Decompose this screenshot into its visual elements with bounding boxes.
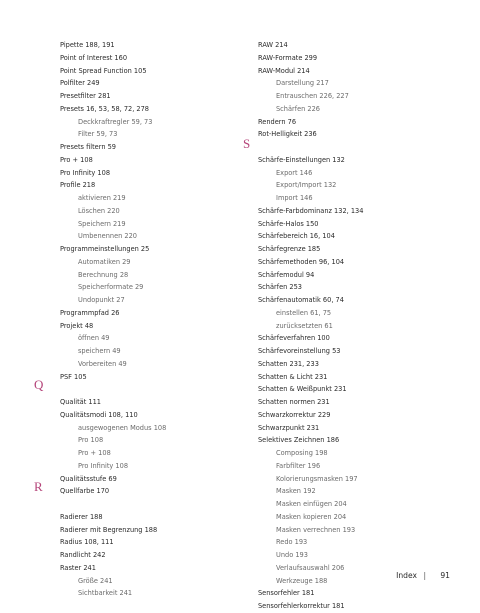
- index-entry: Point Spread Function 105: [60, 66, 147, 75]
- index-subentry: Automatiken 29: [78, 257, 131, 266]
- index-entry: Presets filtern 59: [60, 143, 116, 151]
- page-number: 91: [440, 571, 450, 580]
- index-entry: Schärfe-Farbdominanz 132, 134: [258, 206, 364, 215]
- index-entry: Schärfenautomatik 60, 74: [258, 296, 344, 304]
- index-subentry: Deckkraftregler 59, 73: [78, 117, 153, 126]
- index-entry: RAW 214: [258, 41, 288, 49]
- index-entry: Schärfemodul 94: [258, 270, 315, 279]
- index-entry: Projekt 48: [60, 321, 94, 330]
- index-entry: RAW-Formate 299: [258, 53, 318, 62]
- index-subentry: Masken 192: [276, 487, 316, 496]
- index-entry: Schatten 231, 233: [258, 359, 319, 368]
- index-entry: Selektives Zeichnen 186: [258, 436, 340, 445]
- index-subentry: einstellen 61, 75: [276, 308, 332, 317]
- index-entry: Schärfemethoden 96, 104: [258, 257, 345, 266]
- index-subentry: öffnen 49: [78, 334, 110, 343]
- index-subentry: Export 146: [276, 168, 313, 177]
- index-entry: Quellfarbe 170: [60, 487, 110, 496]
- index-column-right: [258, 39, 448, 613]
- index-entry: Rendern 76: [258, 117, 297, 126]
- index-subentry: Import 146: [276, 194, 313, 202]
- index-subentry: Pro 108: [78, 436, 104, 445]
- index-subentry: Kolorierungsmasken 197: [276, 474, 358, 483]
- index-subentry: Export/Import 132: [276, 181, 337, 190]
- index-entry: Pro Infinity 108: [60, 168, 111, 177]
- index-entry: PSF 105: [60, 372, 87, 381]
- index-entry: Schatten & Licht 231: [258, 372, 328, 381]
- index-column-left: [60, 39, 250, 600]
- index-subentry: speichern 49: [78, 347, 121, 355]
- index-entry: Schärfebereich 16, 104: [258, 232, 335, 241]
- index-subentry: Masken kopieren 204: [276, 512, 347, 521]
- index-entry: Qualitätsmodi 108, 110: [60, 410, 138, 419]
- index-entry: Sensorfehlerkorrektur 181: [258, 602, 345, 610]
- index-subentry: Pro Infinity 108: [78, 461, 129, 470]
- index-entry: Schärfeverfahren 100: [258, 334, 330, 343]
- footer-separator: |: [423, 571, 426, 580]
- index-entry: Radierer mit Begrenzung 188: [60, 525, 158, 534]
- index-subentry: Vorbereiten 49: [78, 359, 127, 368]
- index-spacer: [60, 383, 250, 396]
- section-letter-r: R: [34, 479, 43, 494]
- index-subentry: Pro + 108: [78, 449, 111, 457]
- index-entry: Qualitätsstufe 69: [60, 474, 117, 483]
- index-entry: Qualität 111: [60, 398, 101, 406]
- index-entry: Pipette 188, 191: [60, 41, 115, 49]
- index-subentry: Undopunkt 27: [78, 296, 125, 304]
- index-subentry: Entrauschen 226, 227: [276, 92, 349, 100]
- index-entry: Programmeinstellungen 25: [60, 245, 150, 253]
- index-entry: Schärfen 253: [258, 283, 302, 292]
- footer-label: Index: [396, 571, 417, 580]
- index-subentry: Speichern 219: [78, 219, 126, 228]
- index-subentry: Verlaufsauswahl 206: [276, 563, 345, 572]
- index-entry: Schärfegrenze 185: [258, 245, 321, 253]
- index-spacer: [60, 498, 250, 511]
- index-subentry: Filter 59, 73: [78, 130, 118, 139]
- index-entry: Presets 16, 53, 58, 72, 278: [60, 104, 150, 113]
- index-subentry: Composing 198: [276, 449, 328, 457]
- index-entry: Point of Interest 160: [60, 53, 128, 62]
- index-entry: Presetfilter 281: [60, 92, 111, 100]
- index-subentry: Speicherformate 29: [78, 283, 144, 292]
- index-subentry: zurücksetzten 61: [276, 321, 333, 330]
- index-entry: Polfilter 249: [60, 79, 100, 88]
- index-subentry: Werkzeuge 188: [276, 576, 328, 585]
- index-subentry: ausgewogenen Modus 108: [78, 423, 167, 432]
- index-entry: Profile 218: [60, 181, 96, 190]
- index-subentry: Umbenennen 220: [78, 232, 138, 241]
- index-entry: Raster 241: [60, 563, 96, 572]
- index-entry: Rot-Helligkeit 236: [258, 130, 317, 139]
- index-subentry: Undo 193: [276, 551, 308, 559]
- index-subentry: Löschen 220: [78, 206, 120, 215]
- index-subentry: Masken einfügen 204: [276, 500, 347, 508]
- index-subentry: Redo 193: [276, 538, 308, 547]
- section-letter-q: Q: [34, 377, 44, 392]
- index-entry: Schärfevoreinstellung 53: [258, 347, 341, 355]
- index-entry: Schatten & Weißpunkt 231: [258, 385, 347, 394]
- index-entry: Schwarzpunkt 231: [258, 423, 320, 432]
- index-spacer: [258, 141, 448, 154]
- index-subentry: Darstellung 217: [276, 79, 329, 88]
- index-entry: Sensorfehler 181: [258, 589, 315, 598]
- index-entry: Randlicht 242: [60, 551, 106, 559]
- index-entry: Pro + 108: [60, 155, 93, 164]
- index-entry: Programmpfad 26: [60, 308, 120, 317]
- page-footer: [0, 571, 480, 585]
- index-entry: Schärfe-Halos 150: [258, 219, 319, 228]
- index-subentry: Farbfilter 196: [276, 461, 321, 470]
- index-subentry: Masken verrechnen 193: [276, 525, 356, 534]
- index-subentry: Schärfen 226: [276, 104, 320, 113]
- index-entry: RAW-Modul 214: [258, 66, 310, 75]
- index-entry: Schärfe-Einstellungen 132: [258, 155, 345, 164]
- index-subentry: Sichtbarkeit 241: [78, 589, 133, 598]
- index-entry: Schatten normen 231: [258, 398, 330, 406]
- index-subentry: aktivieren 219: [78, 194, 126, 202]
- index-subentry: Berechnung 28: [78, 270, 129, 279]
- index-subentry: Größe 241: [78, 576, 113, 585]
- index-entry: Radierer 188: [60, 512, 103, 521]
- index-entry: Schwarzkorrektur 229: [258, 410, 331, 419]
- section-letter-s: S: [243, 136, 251, 151]
- index-entry: Radius 108, 111: [60, 538, 114, 547]
